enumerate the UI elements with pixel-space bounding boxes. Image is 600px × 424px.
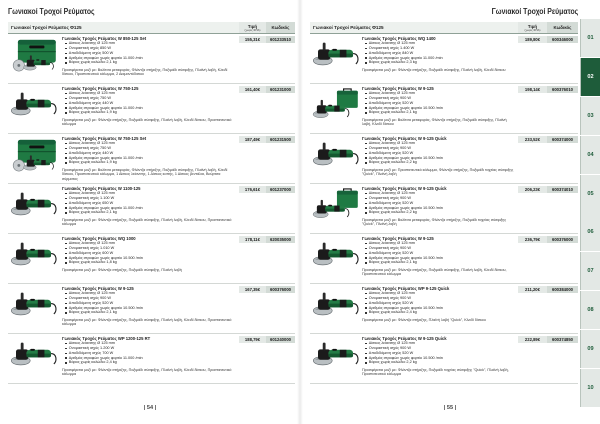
product-row [8, 184, 295, 234]
section-tab-06: 06 [580, 213, 600, 251]
case-set-image [10, 137, 58, 173]
spec-list [365, 141, 515, 165]
spec-item: Αριθμός στροφών χωρίς φορτίο 11.000 /min [65, 206, 236, 211]
section-tab-08: 08 [580, 291, 600, 329]
spec-item: Αποδιδόμενη ισχύς 440 W [65, 151, 236, 156]
spec-item: Βάρος χωρίς καλώδιο 2,1 kg [65, 210, 236, 215]
spec-list [65, 41, 236, 65]
product-details [62, 34, 239, 83]
product-name: Γωνιακός Τροχός Ρεύματος W 9-125 [62, 286, 134, 291]
product-price: 161,40€ [239, 86, 266, 93]
product-code: 600384000 [547, 286, 578, 293]
spec-list [365, 291, 515, 315]
product-note: Προσφέρεται μαζί με: Φλάντζα στήριξης, Παξιμάδι σύσφιξης, Πλαϊνή λαβή, Κλειδί δίσκου, Προστατευτικό κάλυμμα [62, 317, 232, 327]
grinder-kit-image [312, 87, 360, 123]
spec-item: Αποδιδόμενη ισχύς 520 W [365, 251, 515, 256]
product-image-cell [310, 334, 362, 383]
product-price: 233,52€ [518, 136, 547, 143]
spec-item: Βάρος χωρίς καλώδιο 2,4 kg [65, 360, 236, 365]
product-image-cell [310, 34, 362, 83]
spec-item: Δίσκος λείανσης Ø 125 mm [365, 341, 515, 346]
product-price: 189,80€ [518, 36, 547, 43]
grinder-image [10, 187, 58, 223]
column-header-code: Κωδικός [266, 22, 295, 33]
price-sublabel: (χωρίς ΦΠΑ) [524, 27, 541, 32]
spec-item: Αποδιδόμενη ισχύς 520 W [365, 101, 515, 106]
product-image-cell [310, 84, 362, 133]
spec-list [65, 91, 236, 115]
spec-item: Δίσκος λείανσης Ø 125 mm [65, 41, 236, 46]
spec-list [65, 341, 236, 365]
product-details [62, 84, 239, 133]
product-list-right [310, 34, 578, 384]
section-tab-09: 09 [580, 330, 600, 368]
product-details [62, 284, 239, 333]
product-details [62, 334, 239, 383]
spec-item: Ονομαστική ισχύς 1.010 W [65, 246, 236, 251]
product-name: Γωνιακός Τροχός Ρεύματος W 9-125 Quick [362, 186, 447, 191]
product-details [362, 234, 518, 283]
product-image-cell [310, 134, 362, 183]
spec-list [65, 191, 236, 215]
grinder-kit-image [312, 187, 360, 223]
spec-list [65, 291, 236, 315]
spec-item: Ονομαστική ισχύς 750 W [65, 96, 236, 101]
spec-item: Βάρος χωρίς καλώδιο 1,9 kg [65, 160, 236, 165]
case-set-image [10, 37, 58, 73]
spec-list [365, 91, 515, 115]
grinder-image [312, 137, 360, 173]
product-image-cell [310, 234, 362, 283]
spec-item: Αποδιδόμενη ισχύς 840 W [365, 51, 515, 56]
product-row [310, 134, 578, 184]
spec-item: Αριθμός στροφών χωρίς φορτίο 10.500 /min [365, 256, 515, 261]
product-price: 198,14€ [518, 86, 547, 93]
spec-item: Ονομαστική ισχύς 900 W [365, 246, 515, 251]
product-row [310, 284, 578, 334]
spec-item: Δίσκος λείανσης Ø 125 mm [365, 191, 515, 196]
spec-item: Ονομαστική ισχύς 900 W [65, 296, 236, 301]
product-note: Προσφέρεται μαζί με: Φλάντζα στήριξης, Παξιμάδι σύσφιξης, Πλαϊνή λαβή, Κλειδί δίσκου [362, 67, 506, 72]
product-price: 155,31€ [239, 36, 266, 43]
product-code: 600374000 [547, 136, 578, 143]
product-details [362, 34, 518, 83]
product-price: 167,35€ [239, 286, 266, 293]
product-name: Γωνιακός Τροχός Ρεύματος W 9-125 [362, 236, 434, 241]
spec-item: Βάρος χωρίς καλώδιο 2,1 kg [365, 260, 515, 265]
spec-item: Βάρος χωρίς καλώδιο 2,3 kg [365, 60, 515, 65]
product-image-cell [8, 334, 62, 383]
product-name: Γωνιακός Τροχός Ρεύματος W 750-125 Set [62, 136, 147, 141]
product-details [362, 134, 518, 183]
product-code: 600376010 [547, 86, 578, 93]
spec-item: Ονομαστική ισχύς 900 W [365, 196, 515, 201]
grinder-image [10, 287, 58, 323]
product-name: Γωνιακός Τροχός Ρεύματος W 750-125 [62, 86, 139, 91]
spec-item: Βάρος χωρίς καλώδιο 1,8 kg [65, 260, 236, 265]
column-header-product: Γωνιακοί Τροχοί Ρεύματος Φ125 [313, 25, 384, 30]
product-image-cell [8, 134, 62, 183]
spec-item: Αριθμός στροφών χωρίς φορτίο 10.500 /min [365, 306, 515, 311]
product-note: Προσφέρεται μαζί με: Φλάντζα στήριξης, Παξιμάδι σύσφιξης, Πλαϊνή λαβή, Κλειδί δίσκου, Προστατευτικό κάλυμμα [62, 117, 232, 127]
spec-item: Δίσκος λείανσης Ø 125 mm [65, 241, 236, 246]
product-row [310, 184, 578, 234]
price-sublabel: (χωρίς ΦΠΑ) [244, 27, 261, 32]
product-note: Προσφέρεται μαζί με: Βαλίτσα μεταφοράς, Φλάντζα στήριξης, Παξιμάδι σύσφιξης, Πλαϊνή λαβή, Κλειδί δίσκου, Προστατευτικό κάλυμμα, 1 Δίσκος λείανσης, 1 Δίσκος κοπής, 1 Δίσκος βεντάλια, Βούρτσα σύρματος [62, 167, 228, 182]
spec-item: Βάρος χωρίς καλώδιο 2,2 kg [365, 210, 515, 215]
spec-item: Ονομαστική ισχύς 1.400 W [365, 46, 515, 51]
product-code: 601237000 [266, 186, 295, 193]
product-name: Γωνιακός Τροχός Ρεύματος WP 9-125 Quick [362, 286, 450, 291]
product-name: Γωνιακός Τροχός Ρεύματος WP 1200-125 RT [62, 336, 151, 341]
product-code: 601233510 [266, 36, 295, 43]
spec-list [365, 41, 515, 65]
spec-item: Ονομαστική ισχύς 850 W [65, 46, 236, 51]
spec-item: Βάρος χωρίς καλώδιο 2,1 kg [65, 60, 236, 65]
spec-item: Βάρος χωρίς καλώδιο 2,2 kg [365, 360, 515, 365]
product-code: 600376000 [266, 286, 295, 293]
spec-item: Αριθμός στροφών χωρίς φορτίο 10.500 /min [365, 206, 515, 211]
product-code: 600376000 [547, 236, 578, 243]
spec-item: Ονομαστική ισχύς 900 W [365, 296, 515, 301]
product-note: Προσφέρεται μαζί με: Φλάντζα στήριξης, Παξιμάδι σύσφιξης, Πλαϊνή λαβή [62, 267, 182, 272]
product-note: Προσφέρεται μαζί με: Βαλίτσα μεταφοράς, Φλάντζα στήριξης, Παξιμάδι ταχείας σύσφιξης "Quick", Πλαϊνή λαβή [362, 217, 507, 227]
price-label: Τιμή [247, 23, 258, 29]
spec-item: Δίσκος λείανσης Ø 125 mm [65, 191, 236, 196]
spec-item: Αποδιδόμενη ισχύς 520 W [365, 201, 515, 206]
product-details [62, 234, 239, 283]
grinder-image [312, 337, 360, 373]
product-price: 211,20€ [518, 286, 547, 293]
product-row [8, 34, 295, 84]
spec-item: Ονομαστική ισχύς 900 W [365, 96, 515, 101]
product-row [8, 234, 295, 284]
spec-item: Αριθμός στροφών χωρίς φορτίο 11.000 /min [65, 56, 236, 61]
product-code: 620035000 [266, 236, 295, 243]
spec-item: Δίσκος λείανσης Ø 125 mm [365, 291, 515, 296]
product-name: Γωνιακός Τροχός Ρεύματος W 9-125 [362, 86, 434, 91]
product-details [62, 134, 239, 183]
spec-item: Αποδιδόμενη ισχύς 600 W [65, 251, 236, 256]
product-code: 601231000 [266, 86, 295, 93]
section-tab-05: 05 [580, 175, 600, 213]
section-tab-10: 10 [580, 369, 600, 407]
grinder-image [10, 87, 58, 123]
page-title-right: Γωνιακοί Τροχοί Ρεύματος [491, 6, 578, 16]
spec-item: Αριθμός στροφών χωρίς φορτίο 10.500 /min [365, 356, 515, 361]
page-title-left: Γωνιακοί Τροχοί Ρεύματος [8, 6, 95, 16]
product-row [310, 34, 578, 84]
product-details [62, 184, 239, 233]
spec-item: Αποδιδόμενη ισχύς 520 W [365, 151, 515, 156]
product-details [362, 334, 518, 383]
section-tabs [580, 19, 600, 408]
product-name: Γωνιακός Τροχός Ρεύματος W 850-125 Set [62, 36, 147, 41]
grinder-image [10, 337, 58, 373]
product-name: Γωνιακός Τροχός Ρεύματος W 9-125 Quick [362, 136, 447, 141]
product-name: Γωνιακός Τροχός Ρεύματος WQ 1000 [62, 236, 136, 241]
product-price: 187,49€ [239, 136, 266, 143]
spec-item: Δίσκος λείανσης Ø 125 mm [65, 91, 236, 96]
product-price: 222,89€ [518, 336, 547, 343]
spec-item: Αριθμός στροφών χωρίς φορτίο 11.000 /min [365, 56, 515, 61]
product-note: Προσφέρεται μαζί με: Προστατευτικό κάλυμμα, Φλάντζα στήριξης, Παξιμάδι ταχείας σύσφιξης "Quick", Πλαϊνή λαβή [362, 167, 514, 177]
product-details [362, 284, 518, 333]
product-code: 600374850 [547, 336, 578, 343]
spec-item: Ονομαστική ισχύς 900 W [365, 146, 515, 151]
product-row [8, 84, 295, 134]
spec-item: Βάρος χωρίς καλώδιο 2,4 kg [365, 310, 515, 315]
spec-item: Αποδιδόμενη ισχύς 440 W [65, 101, 236, 106]
product-price: 176,61€ [239, 186, 266, 193]
product-code: 600374010 [547, 186, 578, 193]
spec-item: Αποδιδόμενη ισχύς 520 W [365, 301, 515, 306]
spec-item: Ονομαστική ισχύς 900 W [365, 346, 515, 351]
product-row [8, 284, 295, 334]
product-row [310, 84, 578, 134]
spec-item: Αριθμός στροφών χωρίς φορτίο 11.000 /min [65, 356, 236, 361]
section-tab-03: 03 [580, 97, 600, 135]
product-note: Προσφέρεται μαζί με: Βαλίτσα μεταφοράς, Φλάντζα στήριξης, Παξιμάδι σύσφιξης, Πλαϊνή λαβή, Κλειδί δίσκου, Προστατευτικό κάλυμμα, 2 Διαμαντόδισκοι [62, 67, 228, 77]
page-number-left: | 54 | [143, 405, 157, 411]
product-note: Προσφέρεται μαζί με: Φλάντζα στήριξης, Παξιμάδι σύσφιξης, Πλαϊνή λαβή, Κλειδί δίσκου, Προστατευτικό κάλυμμα [362, 267, 507, 277]
column-header-price [518, 22, 547, 33]
product-image-cell [8, 84, 62, 133]
spec-item: Αριθμός στροφών χωρίς φορτίο 10.500 /min [65, 306, 236, 311]
spec-item: Αριθμός στροφών χωρίς φορτίο 10.500 /min [65, 256, 236, 261]
product-image-cell [8, 34, 62, 83]
product-image-cell [8, 234, 62, 283]
spec-list [65, 141, 236, 165]
product-code: 601231500 [266, 136, 295, 143]
table-header-left [8, 22, 295, 34]
product-list-left [8, 34, 295, 384]
column-header-product: Γωνιακοί Τροχοί Ρεύματος Φ125 [11, 25, 82, 30]
grinder-image [312, 237, 360, 273]
spec-list [365, 341, 515, 365]
spec-item: Δίσκος λείανσης Ø 125 mm [365, 91, 515, 96]
page-number-right: | 55 | [443, 405, 457, 411]
product-note: Προσφέρεται μαζί με: Φλάντζα στήριξης, Πλαϊνή λαβή "Quick", Κλειδί δίσκου [362, 317, 486, 322]
spec-item: Αποδιδόμενη ισχύς 520 W [65, 301, 236, 306]
spec-item: Αποδιδόμενη ισχύς 520 W [365, 351, 515, 356]
product-image-cell [8, 184, 62, 233]
product-details [362, 184, 518, 233]
product-row [310, 334, 578, 384]
product-row [310, 234, 578, 284]
product-note: Προσφέρεται μαζί με: Φλάντζα στήριξης, Παξιμάδι σύσφιξης, Πλαϊνή λαβή, Κλειδί δίσκου, Προστατευτικό κάλυμμα [62, 217, 232, 227]
table-header-right [310, 22, 578, 34]
product-price: 178,11€ [239, 236, 266, 243]
section-tab-01: 01 [580, 19, 600, 57]
spec-item: Δίσκος λείανσης Ø 125 mm [65, 141, 236, 146]
section-tab-04: 04 [580, 136, 600, 174]
product-code: 601240000 [266, 336, 295, 343]
product-price: 206,23€ [518, 186, 547, 193]
spec-item: Δίσκος λείανσης Ø 125 mm [365, 41, 515, 46]
spec-list [365, 191, 515, 215]
product-note: Προσφέρεται μαζί με: Φλάντζα στήριξης, Παξιμάδι σύσφιξης, Πλαϊνή λαβή, Κλειδί δίσκου, Προστατευτικό κάλυμμα [62, 367, 232, 377]
spec-item: Βάρος χωρίς καλώδιο 2,1 kg [65, 310, 236, 315]
spec-item: Βάρος χωρίς καλώδιο 2,1 kg [365, 110, 515, 115]
column-header-price [239, 22, 266, 33]
product-note: Προσφέρεται μαζί με: Φλάντζα στήριξης, Παξιμάδι ταχείας σύσφιξης "Quick", Πλαϊνή λαβή, Προστατευτικό κάλυμμα [362, 367, 509, 377]
product-image-cell [310, 284, 362, 333]
spec-item: Αριθμός στροφών χωρίς φορτίο 11.000 /min [65, 156, 236, 161]
spec-item: Αριθμός στροφών χωρίς φορτίο 11.000 /min [65, 106, 236, 111]
spec-item: Αριθμός στροφών χωρίς φορτίο 10.500 /min [365, 156, 515, 161]
product-image-cell [310, 184, 362, 233]
spec-list [365, 241, 515, 265]
spec-item: Ονομαστική ισχύς 1.100 W [65, 196, 236, 201]
product-price: 188,79€ [239, 336, 266, 343]
page-fold [297, 0, 303, 424]
product-code: 600346000 [547, 36, 578, 43]
spec-item: Δίσκος λείανσης Ø 125 mm [65, 341, 236, 346]
spec-list [65, 241, 236, 265]
grinder-image [10, 237, 58, 273]
spec-item: Ονομαστική ισχύς 750 W [65, 146, 236, 151]
section-tab-07: 07 [580, 252, 600, 290]
product-image-cell [8, 284, 62, 333]
section-tab-02: 02 [580, 58, 600, 96]
spec-item: Αριθμός στροφών χωρίς φορτίο 10.500 /min [365, 106, 515, 111]
price-label: Τιμή [527, 23, 538, 29]
spec-item: Βάρος χωρίς καλώδιο 2,2 kg [365, 160, 515, 165]
spec-item: Ονομαστική ισχύς 1.200 W [65, 346, 236, 351]
product-price: 236,79€ [518, 236, 547, 243]
product-details [362, 84, 518, 133]
product-name: Γωνιακός Τροχός Ρεύματος W 9-125 Quick [362, 336, 447, 341]
spec-item: Αποδιδόμενη ισχύς 500 W [65, 51, 236, 56]
column-header-code: Κωδικός [547, 22, 578, 33]
spec-item: Δίσκος λείανσης Ø 125 mm [365, 141, 515, 146]
product-name: Γωνιακός Τροχός Ρεύματος WQ 1400 [362, 36, 436, 41]
spec-item: Δίσκος λείανσης Ø 125 mm [365, 241, 515, 246]
grinder-image [312, 37, 360, 73]
spec-item: Αποδιδόμενη ισχύς 700 W [65, 351, 236, 356]
spec-item: Αποδιδόμενη ισχύς 650 W [65, 201, 236, 206]
spec-item: Βάρος χωρίς καλώδιο 1,9 kg [65, 110, 236, 115]
grinder-image [312, 287, 360, 323]
product-name: Γωνιακός Τροχός Ρεύματος W 1100-125 [62, 186, 141, 191]
product-note: Προσφέρεται μαζί με: Βαλίτσα μεταφοράς, Φλάντζα στήριξης, Παξιμάδι σύσφιξης, Πλαϊνή λαβή, Κλειδί δίσκου [362, 117, 507, 127]
product-row [8, 334, 295, 384]
spec-item: Δίσκος λείανσης Ø 125 mm [65, 291, 236, 296]
product-row [8, 134, 295, 184]
